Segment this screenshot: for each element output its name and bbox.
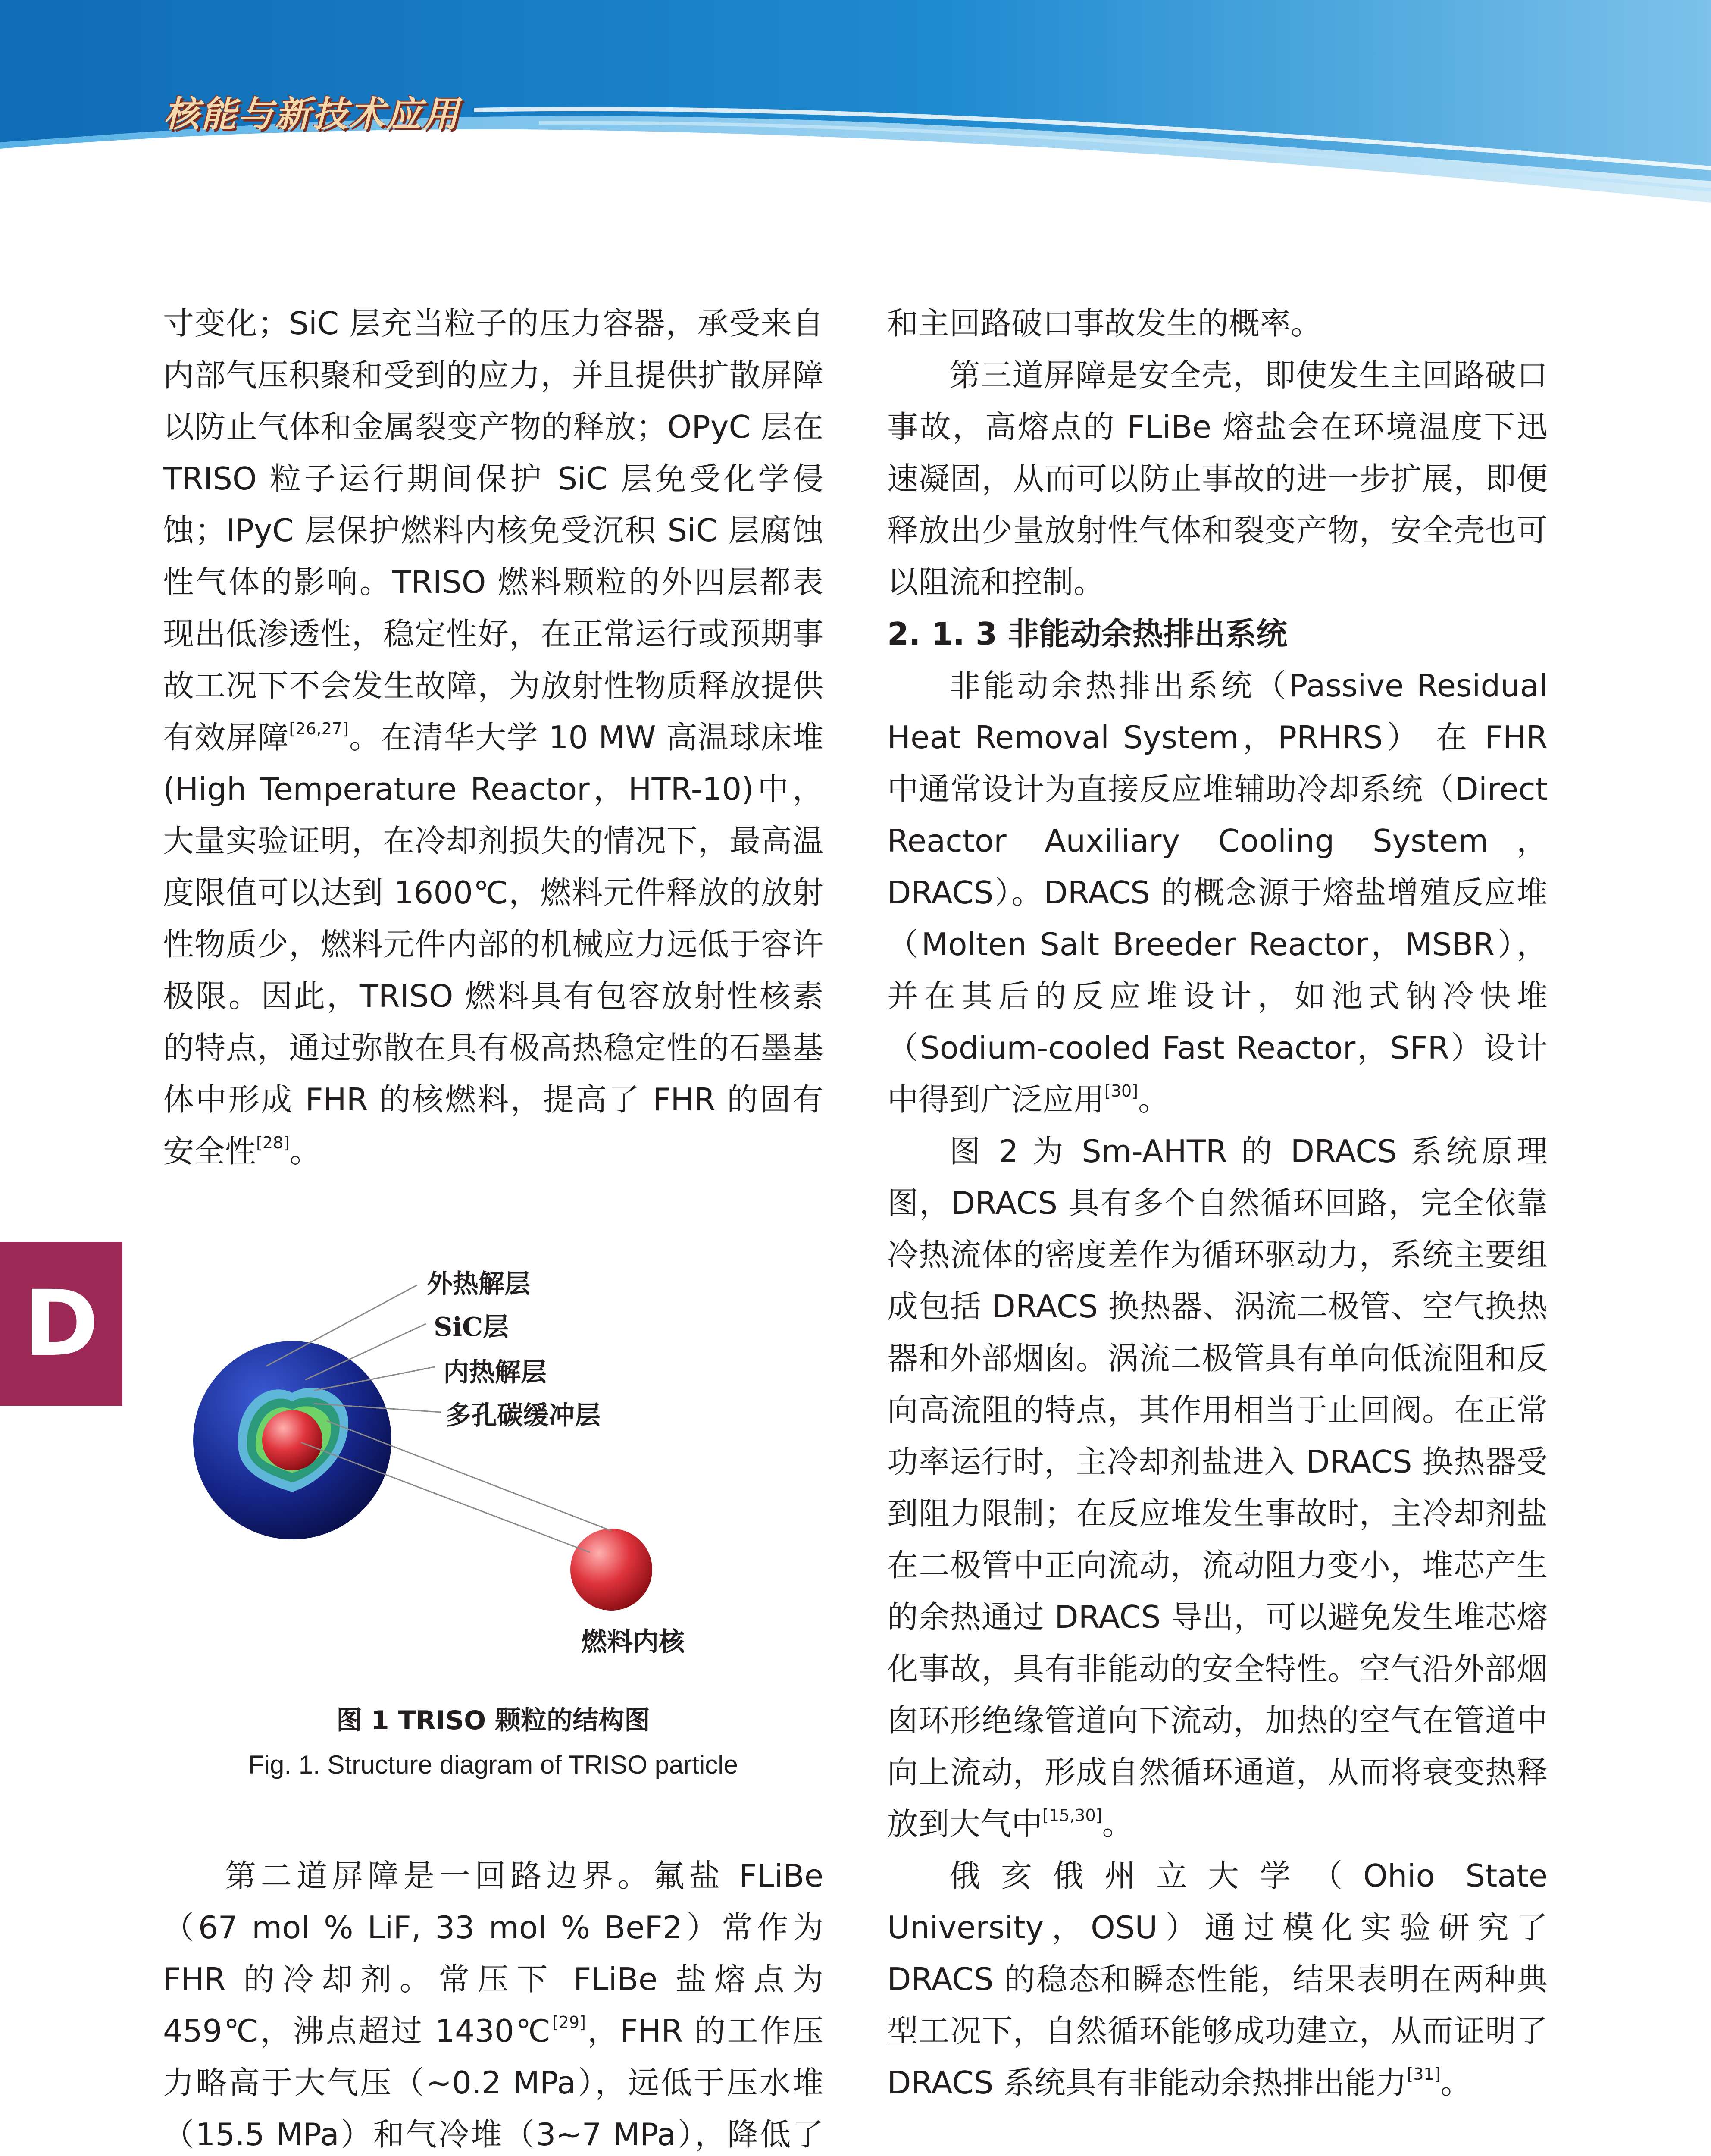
paragraph [887, 1850, 1548, 2109]
citation: [29] [552, 2013, 586, 2032]
paragraph-text: 第二道屏障是一回路边界。氟盐 FLiBe（67 mol % LiF, 33 mol % BeF2）常作为 FHR 的冷却剂。常压下 FLiBe 盐熔点为 459℃，沸点超过 1430℃ [163, 1858, 823, 2049]
paragraph-text: 。 [1138, 1081, 1170, 1118]
paragraph-text: 。在清华大学 10 MW 高温球床堆(High Temperature Reactor，HTR-10)中，大量实验证明，在冷却剂损失的情况下，最高温度限值可以达到 1600℃，燃料元件释放的放射性物质少，燃料元件内部的机械应力远低于容许极限。因此，TRISO 燃料具有包容放射性核素的特点，通过弥散在具有极高热稳定性的石墨基体中形成 FHR 的核燃料，提高了 FHR 的固有安全性 [163, 719, 823, 1169]
paragraph-text: 。 [1102, 1806, 1133, 1842]
paragraph-text: ，FHR 的工作压力略高于大气压（~0.2 MPa），远低于压水堆（15.5 MPa）和气冷堆（3~7 MPa），降低了 [163, 2013, 823, 2153]
label-inner-pyc: 内热解层 [443, 1357, 547, 1388]
citation: [30] [1104, 1081, 1139, 1100]
figure-caption-cn: 图 1 TRISO 颗粒的结构图 [336, 1705, 651, 1736]
figure-caption-en: Fig. 1. Structure diagram of TRISO particle [248, 1750, 738, 1779]
paragraph [887, 660, 1548, 1125]
section-heading: 2. 1. 3 非能动余热排出系统 [887, 616, 1288, 652]
citation: [28] [256, 1133, 290, 1152]
left-column [163, 298, 823, 1177]
fuel-kernel-section [262, 1410, 322, 1470]
paragraph-text: 。 [1440, 2065, 1472, 2101]
label-buffer: 多孔碳缓冲层 [445, 1401, 601, 1431]
label-sic: SiC层 [434, 1312, 509, 1342]
paragraph: 第三道屏障是安全壳，即使发生主回路破口事故，高熔点的 FLiBe 熔盐会在环境温度下迅速凝固，从而可以防止事故的进一步扩展，即便释放出少量放射性气体和裂变产物，安全壳也可以阻流和控制。 [887, 357, 1548, 600]
paragraph-text: 寸变化；SiC 层充当粒子的压力容器，承受来自内部气压积聚和受到的应力，并且提供扩散屏障以防止气体和金属裂变产物的释放；OPyC 层在 TRISO 粒子运行期间保护 SiC 层免受化学侵蚀；IPyC 层保护燃料内核免受沉积 SiC 层腐蚀性气体的影响。TRISO 燃料颗粒的外四层都表现出低渗透性，稳定性好，在正常运行或预期事故工况下不会发生故障，为放射性物质释放提供有效屏障 [163, 305, 823, 755]
left-column-bottom [163, 1850, 823, 2156]
paragraph-text: 图 2 为 Sm-AHTR 的 DRACS 系统原理图，DRACS 具有多个自然循环回路，完全依靠冷热流体的密度差作为循环驱动力，系统主要组成包括 DRACS 换热器、涡流二极管、空气换热器和外部烟囱。涡流二极管具有单向低流阻和反向高流阻的特点，其作用相当于止回阀。在正常功率运行时，主冷却剂盐进入 DRACS 换热器受到阻力限制；在反应堆发生事故时，主冷却剂盐在二极管中正向流动，流动阻力变小，堆芯产生的余热通过 DRACS 导出，可以避免发生堆芯熔化事故，具有非能动的安全特性。空气沿外部烟囱环形绝缘管道向下流动，加热的空气在管道中向上流动，形成自然循环通道，从而将衰变热释放到大气中 [887, 1133, 1548, 1842]
paragraph-text: 俄亥俄州立大学（Ohio State University，OSU）通过模化实验研究了 DRACS 的稳态和瞬态性能，结果表明在两种典型工况下，自然循环能够成功建立，从而证明了 DRACS 系统具有非能动余热排出能力 [887, 1858, 1548, 2101]
paragraph [887, 1125, 1548, 1850]
paragraph-text: 。 [290, 1133, 321, 1169]
paragraph [163, 298, 823, 1177]
label-kernel: 燃料内核 [581, 1627, 685, 1657]
citation: [31] [1407, 2065, 1441, 2084]
section-tab: D [0, 1242, 122, 1406]
citation: [15,30] [1042, 1806, 1102, 1825]
label-outer-pyc: 外热解层 [427, 1269, 530, 1299]
paragraph-text: 非能动余热排出系统（Passive Residual Heat Removal System，PRHRS） 在 FHR 中通常设计为直接反应堆辅助冷却系统（Direct Reactor Auxiliary Cooling System，DRACS）。DRACS 的概念源于熔盐增殖反应堆（Molten Salt Breeder Reactor，MSBR），并在其后的反应堆设计，如池式钠冷快堆（Sodium-cooled Fast Reactor，SFR）设计中得到广泛应用 [887, 667, 1548, 1118]
journal-title: 核能与新技术应用 [164, 94, 460, 135]
paragraph [163, 1850, 823, 2156]
triso-figure [163, 1250, 823, 1673]
citation: [26,27] [289, 719, 349, 738]
paragraph: 和主回路破口事故发生的概率。 [887, 305, 1322, 342]
fuel-kernel [570, 1529, 652, 1611]
right-column [887, 298, 1548, 2109]
